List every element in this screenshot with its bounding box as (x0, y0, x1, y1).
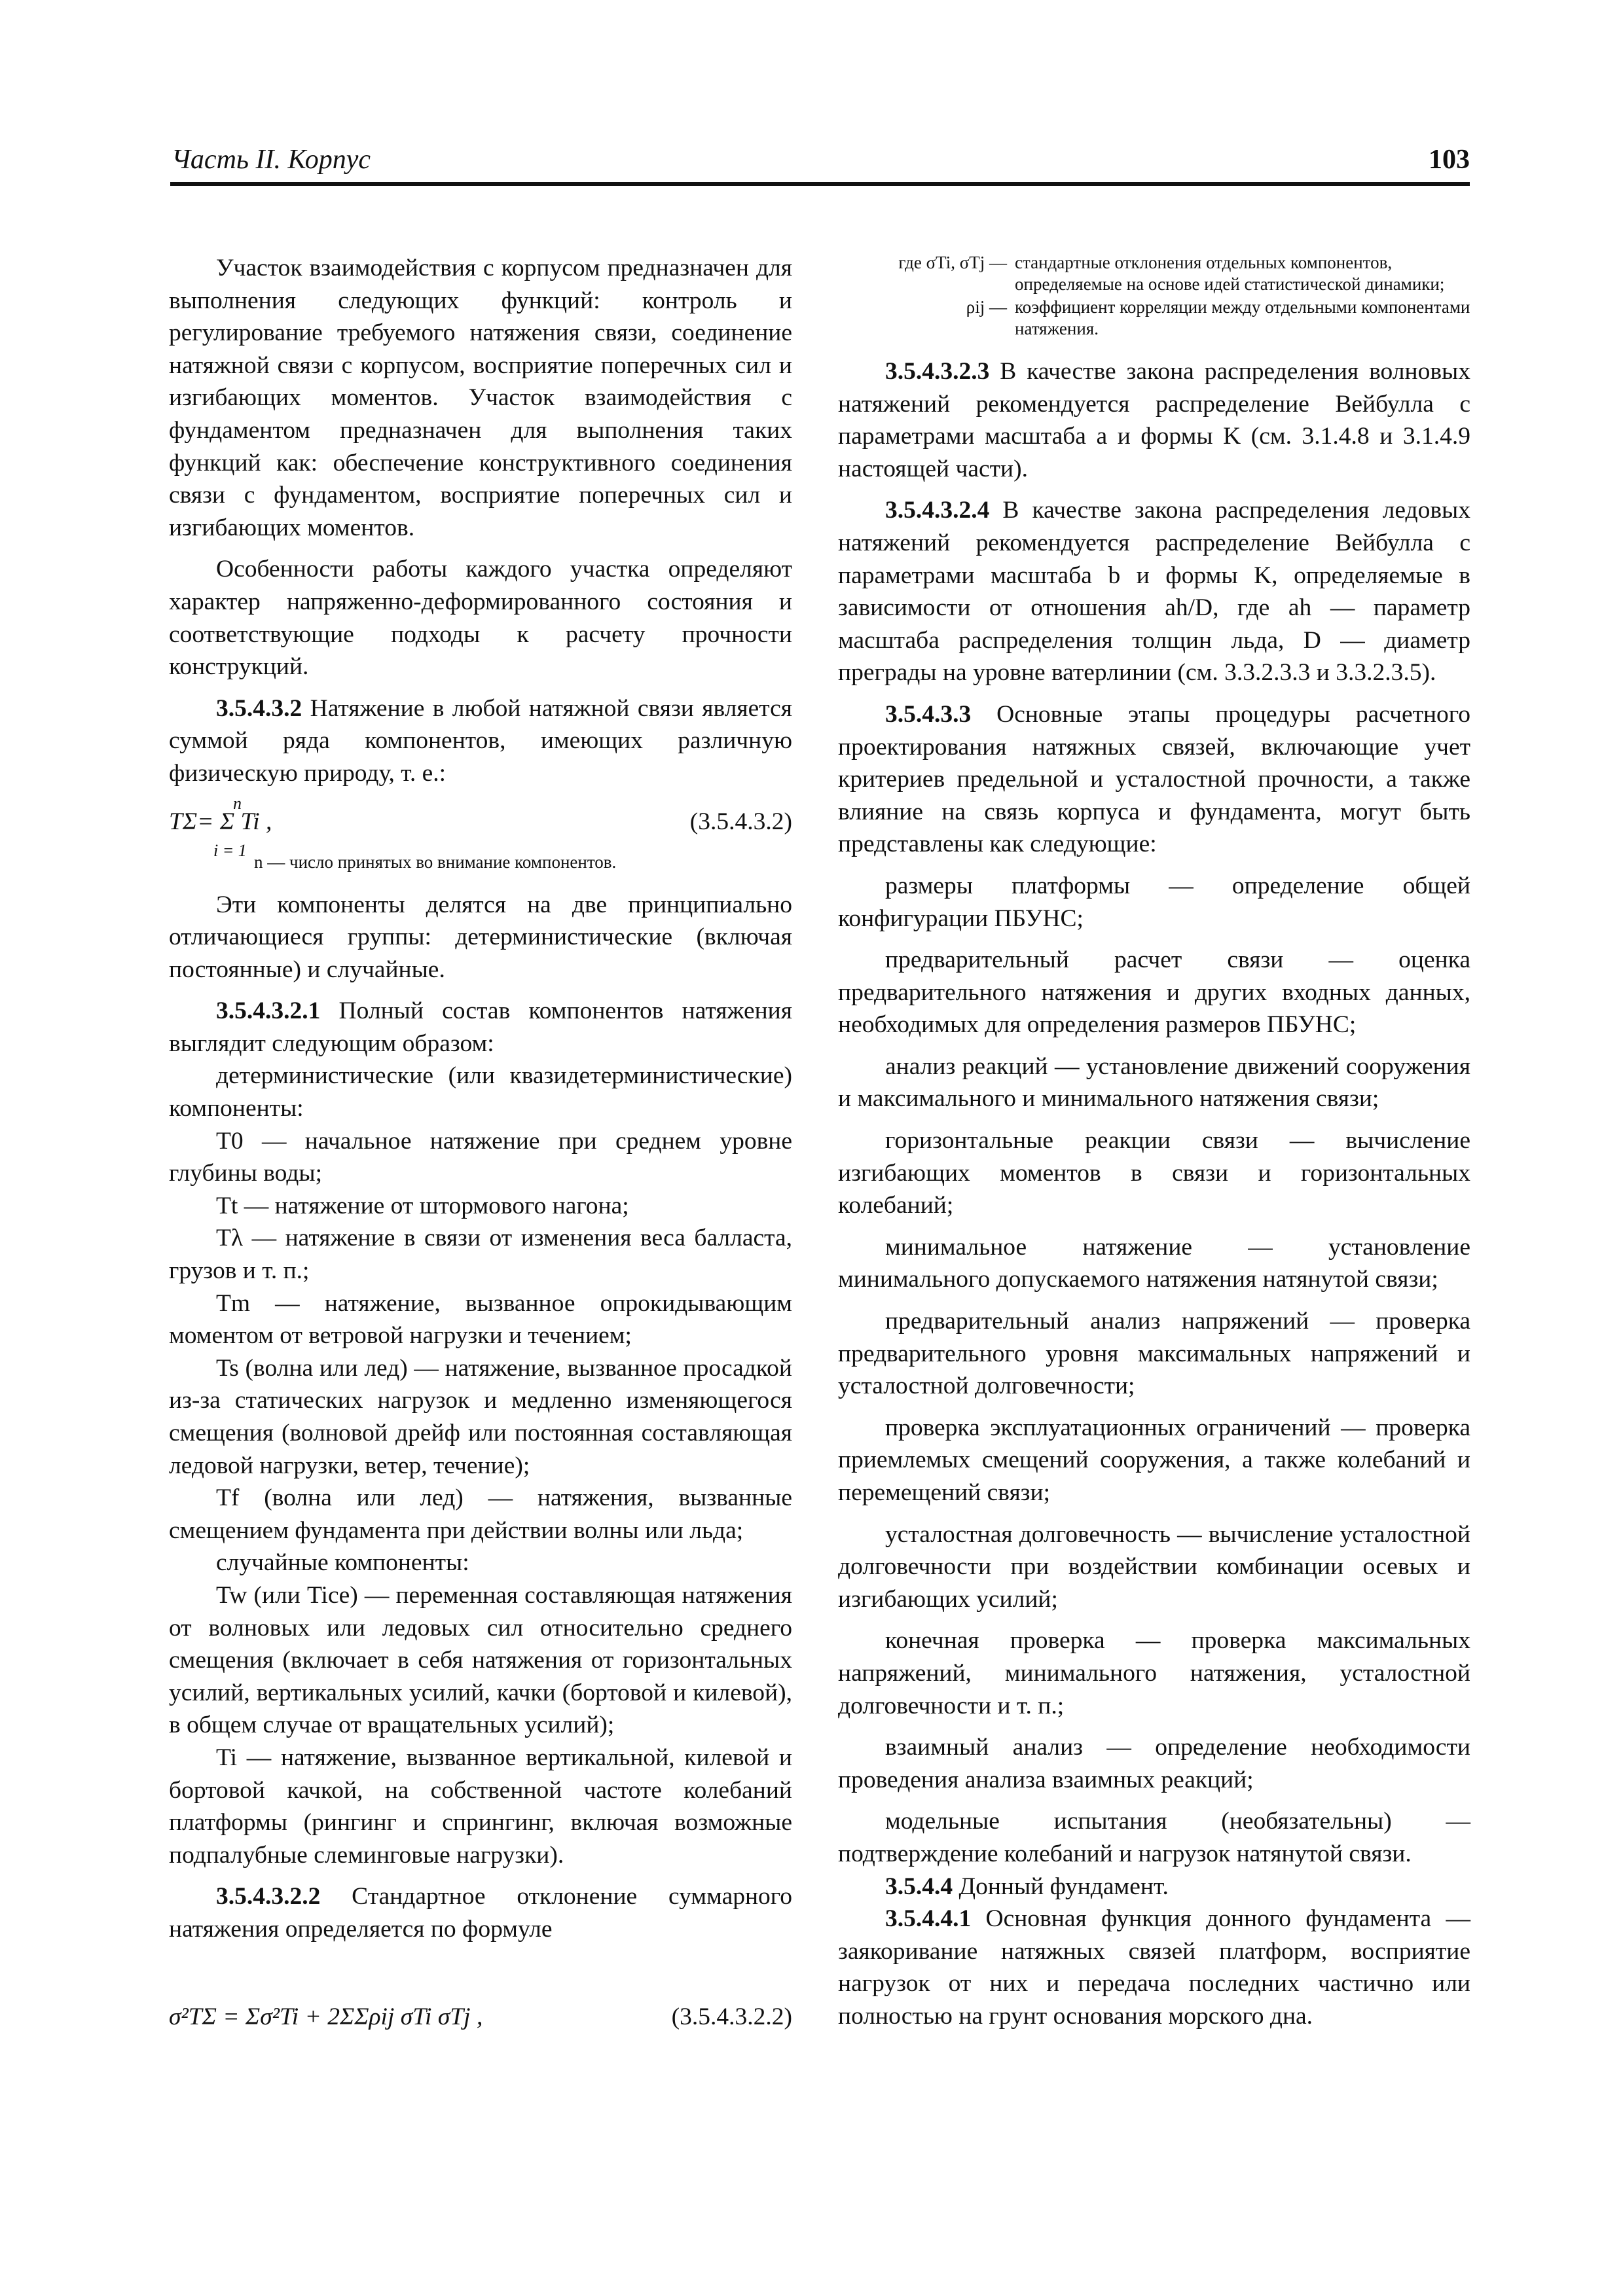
stage-item: предварительный расчет связи — оценка предварительного натяжения и других входных данных, необходимых для определения размеров ПБУНС; (838, 946, 1470, 1039)
item-tt: Tt — натяжение от штормового нагона; (216, 1192, 629, 1219)
paragraph-features: Особенности работы каждого участка определяют характер напряженно-деформированного состояния и соответствующие подходы к расчету прочности конструкций. (169, 556, 792, 681)
paragraph-std-deviation (169, 1880, 792, 1945)
item-tm: Tm — натяжение, вызванное опрокидывающим моментом от ветровой нагрузки и течением; (169, 1289, 792, 1350)
paragraph-groups: Эти компоненты делятся на две принципиально отличающиеся группы: детерминистические (включая постоянные) и случайные. (169, 891, 792, 983)
clause-text: Полный состав компонентов натяжения выглядит следующим образом: (169, 997, 792, 1057)
item-tlambda: Tλ — натяжение в связи от изменения веса балласта, грузов и т. п.; (169, 1225, 792, 1285)
clause-text: Основные этапы процедуры расчетного проектирования натяжных связей, включающие учет критериев предельной и усталостной прочности, а также влияние на связь корпуса и фундамента, могут быть представлены как следующие: (838, 700, 1470, 858)
stage-item: усталостная долговечность — вычисление усталостной долговечности при воздействии комбинации осевых и изгибающих усилий; (838, 1520, 1470, 1613)
formula-std-number: (3.5.4.3.2.2) (671, 2003, 792, 2030)
item-tf: Tf (волна или лед) — натяжения, вызванные смещением фундамента при действии волны или льда; (169, 1484, 792, 1544)
stage-item: горизонтальные реакции связи — вычисление изгибающих моментов в связи и горизонтальных колебаний; (838, 1127, 1470, 1219)
definition-sigma-text: стандартные отклонения отдельных компонентов, определяемые на основе идей статистической динамики; (1015, 253, 1445, 294)
formula-sum (169, 790, 792, 860)
clause-text: В качестве закона распределения волновых натяжений рекомендуется распределение Вейбулла с параметрами масштаба a и формы K (см. 3.1.4.8 и 3.1.4.9 настоящей части). (838, 358, 1470, 482)
clause-number: 3.5.4.4 (885, 1873, 953, 1900)
item-tw: Tw (или Tice) — переменная составляющая натяжения от волновых или ледовых сил относительно среднего смещения (включает в себя натяжения от горизонтальных усилий, вертикальных усилий, качки (бортовой и килевой), в общем случае от вращательных усилий); (169, 1581, 792, 1739)
definition-sigma (838, 252, 1470, 295)
page-number: 103 (1429, 145, 1470, 175)
formula-std (169, 1985, 792, 2044)
running-title: Часть II. Корпус (172, 145, 371, 175)
paragraph-hull-interaction: Участок взаимодействия с корпусом предназначен для выполнения следующих функций: контроль и регулирование требуемого натяжения связи, соединение натяжной связи с корпусом, восприятие поперечных сил и изгибающих моментов. Участок взаимодействия с фундаментом предназначен для выполнения таких функций как: обеспечение конструктивного соединения связи с фундаментом, восприятие поперечных сил и изгибающих моментов. (169, 255, 792, 541)
formula-sum-definition: n — число принятых во внимание компонентов. (254, 852, 617, 872)
formula-sum-upper: n (233, 793, 242, 813)
paragraph-composition (169, 995, 792, 1060)
paragraph-design-stages (838, 698, 1470, 861)
paragraph-bottom-foundation (838, 1871, 1470, 1903)
paragraph-foundation-function (838, 1903, 1470, 2032)
clause-number: 3.5.4.3.2 (216, 694, 302, 722)
clause-number: 3.5.4.4.1 (885, 1905, 972, 1933)
stage-item: модельные испытания (необязательны) — подтверждение колебаний и нагрузок натянутой связи. (838, 1808, 1470, 1867)
clause-text: Натяжение в любой натяжной связи является суммой ряда компонентов, имеющих различную физическую природу, т. е.: (169, 694, 792, 787)
definition-rho-text: коэффициент корреляции между отдельными компонентами натяжения. (1015, 297, 1470, 338)
stage-item: конечная проверка — проверка максимальных напряжений, минимального натяжения, усталостной долговечности и т. п.; (838, 1627, 1470, 1719)
stage-item: проверка эксплуатационных ограничений — проверка приемлемых смещений сооружения, а также колебаний и перемещений связи; (838, 1414, 1470, 1506)
page-header (170, 143, 1470, 186)
stage-item: взаимный анализ — определение необходимости проведения анализа взаимных реакций; (838, 1734, 1470, 1793)
definition-rho-term: ρij — (966, 297, 1007, 317)
paragraph-random: случайные компоненты: (216, 1549, 469, 1577)
clause-text: В качестве закона распределения ледовых натяжений рекомендуется распределение Вейбулла с параметрами масштаба b и формы K, определяемые в зависимости от отношения ah/D, где ah — параметр масштаба распределения толщин льда, D — диаметр преграды на уровне ватерлинии (см. 3.3.2.3.3 и 3.3.2.3.5). (838, 497, 1470, 687)
stage-item: анализ реакций — установление движений сооружения и максимального и минимального натяжения связи; (838, 1052, 1470, 1113)
stage-item: минимальное натяжение — установление минимального допускаемого натяжения натянутой связи; (838, 1233, 1470, 1293)
clause-number: 3.5.4.3.2.4 (885, 497, 990, 524)
item-ts: Ts (волна или лед) — натяжение, вызванное просадкой из-за статических нагрузок и медленно изменяющегося смещения (волновой дрейф или постоянная составляющая ледовой нагрузки, ветер, течение); (169, 1354, 792, 1479)
stage-item: размеры платформы — определение общей конфигурации ПБУНС; (838, 872, 1470, 932)
right-column (838, 252, 1470, 2033)
clause-number: 3.5.4.3.2.1 (216, 997, 321, 1025)
item-ti: Ti — натяжение, вызванное вертикальной, килевой и бортовой качкой, на собственной частоте колебаний платформы (рингинг и спрингинг, включая возможные подпалубные слеминговые нагрузки). (169, 1744, 792, 1869)
paragraph-tension-sum (169, 692, 792, 790)
formula-sum-body: TΣ= Σ Ti , (169, 808, 272, 835)
paragraph-ice-weibull (838, 494, 1470, 689)
formula-sum-lower: i = 1 (213, 840, 247, 860)
clause-number: 3.5.4.3.3 (885, 700, 972, 728)
clause-text: Основная функция донного фундамента — заякоривание натяжных связей платформ, восприятие нагрузок от них и передача последних частично или полностью на грунт основания морского дна. (838, 1905, 1470, 2030)
clause-text: Стандартное отклонение суммарного натяжения определяется по формуле (169, 1883, 792, 1943)
clause-number: 3.5.4.3.2.2 (216, 1883, 321, 1910)
paragraph-deterministic: детерминистические (или квазидетерминистические) компоненты: (169, 1062, 792, 1122)
formula-std-body: σ²TΣ = Σσ²Ti + 2ΣΣρij σTi σTj , (169, 2003, 483, 2030)
left-column (169, 252, 792, 2044)
stage-item: предварительный анализ напряжений — проверка предварительного уровня максимальных напряжений и усталостной долговечности; (838, 1308, 1470, 1400)
clause-number: 3.5.4.3.2.3 (885, 358, 990, 385)
definition-sigma-term: где σTi, σTj — (898, 253, 1007, 272)
clause-text: Донный фундамент. (953, 1873, 1169, 1900)
definition-rho (838, 296, 1470, 340)
paragraph-wave-weibull (838, 355, 1470, 485)
formula-sum-number: (3.5.4.3.2) (689, 808, 792, 835)
item-t0: T0 — начальное натяжение при среднем уровне глубины воды; (169, 1127, 792, 1187)
